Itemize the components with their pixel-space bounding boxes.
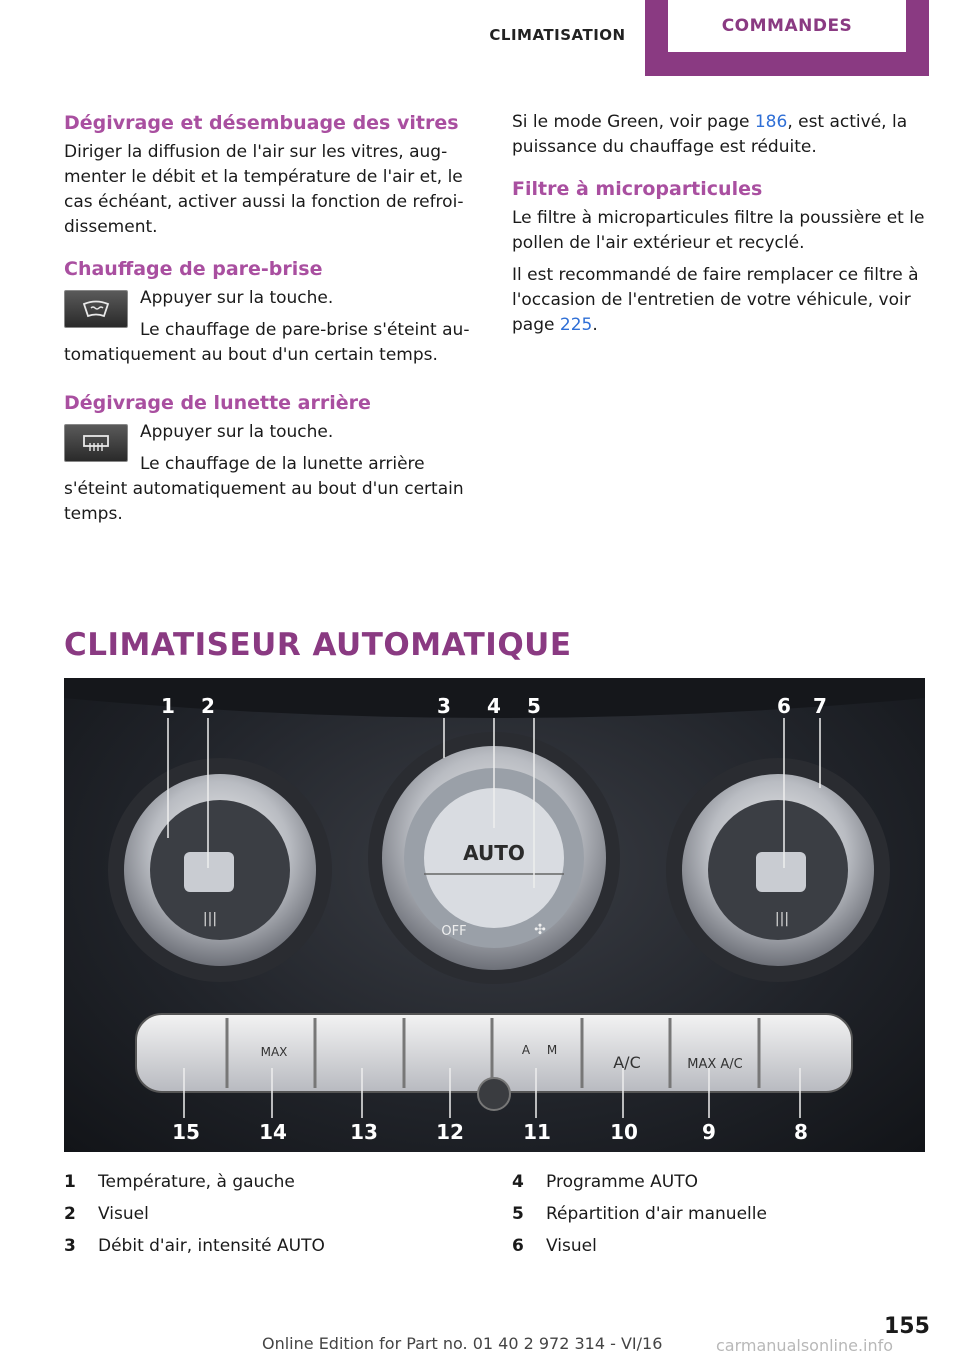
m-label: M xyxy=(546,1043,558,1057)
climate-control-photo xyxy=(64,678,925,1152)
left-column xyxy=(64,110,476,543)
paragraph: Si le mode Green, voir page 186, est activé, la puissance du chauffage est réduite. xyxy=(512,112,908,157)
header-chapter-tab: COMMANDES xyxy=(668,0,906,52)
right-temperature-knob xyxy=(666,758,890,982)
callout-11: 11 xyxy=(523,1120,551,1144)
svg-text:|||: ||| xyxy=(774,911,790,927)
callout-5: 5 xyxy=(527,694,541,718)
callout-8: 8 xyxy=(794,1120,808,1144)
section-title: Filtre à microparticules xyxy=(512,178,763,200)
legend-item: 5 Répartition d'air manuelle xyxy=(512,1204,767,1224)
section-green-mode xyxy=(512,110,930,160)
callout-3: 3 xyxy=(437,694,451,718)
page-link[interactable]: 186 xyxy=(754,112,788,132)
callout-1: 1 xyxy=(161,694,175,718)
callout-6: 6 xyxy=(777,694,791,718)
callout-15: 15 xyxy=(172,1120,200,1144)
callout-2: 2 xyxy=(201,694,215,718)
ac-label: A/C xyxy=(613,1053,641,1072)
footer-edition: Online Edition for Part no. 01 40 2 972 314 - VI/16 xyxy=(262,1334,663,1353)
paragraph: Appuyer sur la touche. xyxy=(140,288,334,308)
callout-4: 4 xyxy=(487,694,501,718)
callout-13: 13 xyxy=(350,1120,378,1144)
section-title: Chauffage de pare-brise xyxy=(64,258,323,280)
svg-text:|||: ||| xyxy=(202,911,218,927)
paragraph: Diriger la diffusion de l'air sur les vitres, augmenter le débit et la température de l'air et, le cas échéant, activer aussi la fonction de refroidissement. xyxy=(64,142,464,237)
legend-item: 1 Température, à gauche xyxy=(64,1172,295,1192)
svg-text:✣: ✣ xyxy=(534,922,546,938)
legend-item: 4 Programme AUTO xyxy=(512,1172,698,1192)
icon-row xyxy=(64,286,476,368)
section-title: Dégivrage et désembuage des vitres xyxy=(64,112,459,134)
paragraph: Le chauffage de la lunette arrière s'éteint automatiquement au bout d'un certain temps. xyxy=(64,454,464,524)
max-ac-label: MAX A/C xyxy=(687,1057,743,1072)
left-temperature-knob xyxy=(108,758,332,982)
paragraph: Il est recommandé de faire remplacer ce filtre à l'occasion de l'entretien de votre véhicule, voir page 225. xyxy=(512,265,919,335)
legend-item: 2 Visuel xyxy=(64,1204,149,1224)
section-rear-defrost xyxy=(64,390,476,527)
section-microfilter xyxy=(512,176,930,338)
section-windshield-heating xyxy=(64,256,476,368)
legend-item: 3 Débit d'air, intensité AUTO xyxy=(64,1236,325,1256)
paragraph: Le chauffage de pare-brise s'éteint automatiquement au bout d'un certain temps. xyxy=(64,320,470,365)
legend-list-left xyxy=(64,1166,484,1262)
rear-defrost-icon xyxy=(64,424,128,462)
callout-14: 14 xyxy=(259,1120,287,1144)
max-label: MAX xyxy=(260,1045,288,1059)
button-strip xyxy=(136,1014,852,1110)
off-label: OFF xyxy=(441,924,467,939)
page-number: 155 xyxy=(884,1314,930,1339)
callout-7: 7 xyxy=(813,694,827,718)
header-section-tab: CLIMATISATION xyxy=(489,26,626,44)
page-link[interactable]: 225 xyxy=(559,315,593,335)
section-defrost-windows xyxy=(64,110,476,240)
a-label: A xyxy=(521,1043,531,1057)
section-title: Dégivrage de lunette arrière xyxy=(64,392,371,414)
legend-item: 6 Visuel xyxy=(512,1236,597,1256)
callout-10: 10 xyxy=(610,1120,638,1144)
watermark: carmanualsonline.info xyxy=(716,1336,894,1355)
auto-label: AUTO xyxy=(463,841,525,865)
right-column xyxy=(512,110,930,354)
callout-12: 12 xyxy=(436,1120,464,1144)
paragraph: Le filtre à microparticules filtre la poussière et le pollen de l'air extérieur et recyclé. xyxy=(512,208,925,253)
windshield-heat-icon xyxy=(64,290,128,328)
legend-list-right xyxy=(512,1166,930,1262)
icon-row xyxy=(64,420,476,527)
paragraph: Appuyer sur la touche. xyxy=(140,422,334,442)
main-title: CLIMATISEUR AUTOMATIQUE xyxy=(64,627,572,663)
callout-9: 9 xyxy=(702,1120,716,1144)
